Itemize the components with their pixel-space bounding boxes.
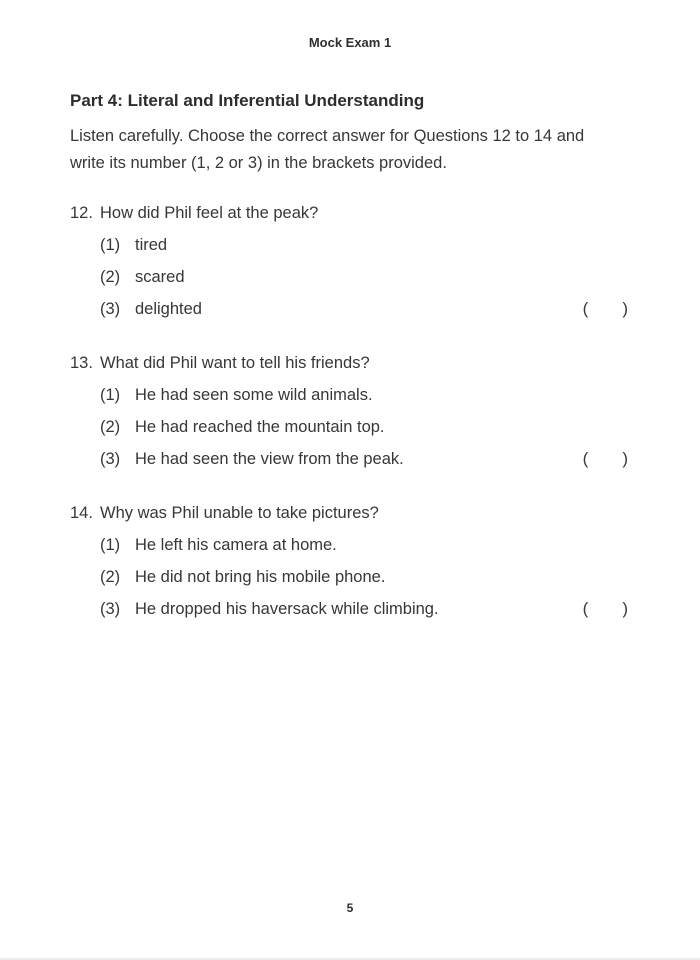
- option-row: [70, 450, 628, 468]
- answer-brackets: [583, 450, 628, 468]
- option-label: (3): [100, 600, 121, 618]
- option-label: (2): [100, 268, 121, 286]
- close-bracket: ): [622, 299, 628, 318]
- option-label: (3): [100, 300, 121, 318]
- question-text: How did Phil feel at the peak?: [100, 204, 319, 222]
- option-row: [70, 568, 628, 586]
- question-line: [70, 354, 628, 372]
- option-label: (2): [100, 418, 121, 436]
- section-title: Part 4: Literal and Inferential Understanding: [70, 91, 425, 110]
- option-row: [70, 418, 628, 436]
- question-number: 14.: [70, 504, 93, 522]
- option-row: [70, 536, 628, 554]
- option-text: scared: [135, 268, 185, 286]
- open-bracket: (: [582, 449, 589, 468]
- option-text: He had seen some wild animals.: [135, 386, 373, 404]
- option-label: (1): [100, 536, 121, 554]
- question-number: 13.: [70, 354, 93, 372]
- answer-brackets: [583, 300, 628, 318]
- option-text: He did not bring his mobile phone.: [135, 568, 386, 586]
- option-label: (1): [100, 236, 121, 254]
- option-row: [70, 268, 628, 286]
- question-text: Why was Phil unable to take pictures?: [100, 504, 379, 522]
- question-line: [70, 504, 628, 522]
- page-content: [0, 92, 700, 618]
- page-number: 5: [346, 901, 354, 915]
- open-bracket: (: [582, 299, 589, 318]
- option-label: (2): [100, 568, 121, 586]
- option-text: He had reached the mountain top.: [135, 418, 385, 436]
- answer-brackets: [583, 600, 628, 618]
- question-block: [70, 504, 628, 618]
- question-block: [70, 204, 628, 318]
- questions-list: [70, 204, 628, 618]
- open-bracket: (: [582, 599, 589, 618]
- options-list: [70, 236, 628, 318]
- option-row: [70, 236, 628, 254]
- option-row: [70, 600, 628, 618]
- option-row: [70, 386, 628, 404]
- section-instructions: Listen carefully. Choose the correct answer for Questions 12 to 14 and write its number (1, 2 or 3) in the brackets provided.: [70, 127, 585, 172]
- options-list: [70, 386, 628, 468]
- question-text: What did Phil want to tell his friends?: [100, 354, 370, 372]
- option-label: (1): [100, 386, 121, 404]
- close-bracket: ): [622, 599, 628, 618]
- question-line: [70, 204, 628, 222]
- option-text: He dropped his haversack while climbing.: [135, 600, 439, 618]
- question-block: [70, 354, 628, 468]
- option-text: tired: [135, 236, 168, 254]
- option-text: delighted: [135, 300, 202, 318]
- option-label: (3): [100, 450, 121, 468]
- document-header: Mock Exam 1: [308, 35, 392, 50]
- option-row: [70, 300, 628, 318]
- close-bracket: ): [622, 449, 628, 468]
- option-text: He had seen the view from the peak.: [135, 450, 404, 468]
- question-number: 12.: [70, 204, 93, 222]
- options-list: [70, 536, 628, 618]
- option-text: He left his camera at home.: [135, 536, 337, 554]
